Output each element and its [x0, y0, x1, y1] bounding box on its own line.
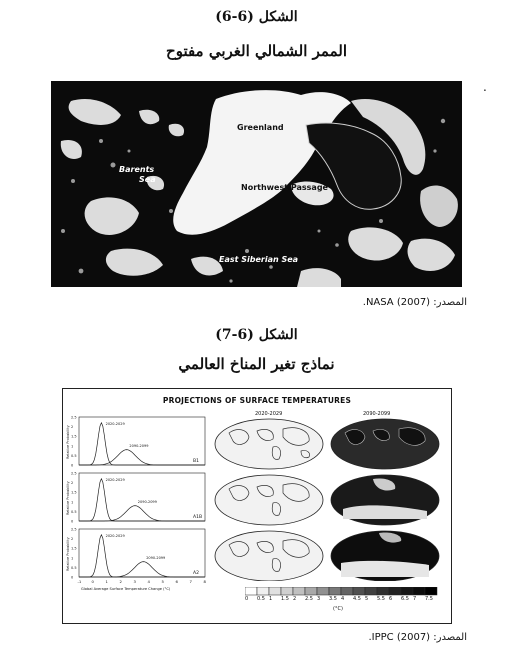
y-tick-label: 0 [71, 575, 74, 580]
curve-label-early: 2020-2029 [105, 534, 125, 538]
scale-tick-label: 4 [341, 596, 345, 602]
y-axis-label: Relative Probability [66, 425, 70, 459]
map-header-early: 2020-2029 [255, 411, 283, 417]
y-tick-label: 1 [71, 500, 74, 505]
scale-tick-label: 5 [365, 596, 369, 602]
x-tick-label: 0 [91, 579, 94, 584]
y-tick-label: 2 [71, 537, 74, 542]
y-tick-label: 0.5 [71, 509, 77, 514]
map-row-a1b [215, 475, 439, 525]
scenario-label: A2 [193, 571, 199, 576]
scale-tick-label: 4.5 [353, 596, 361, 602]
x-tick-label: 1 [105, 579, 108, 584]
y-tick-label: 2.5 [71, 415, 77, 420]
figure-1-title: الممر الشمالي الغربي مفتوح [166, 42, 347, 60]
scale-tick-label: 1.5 [281, 596, 289, 602]
x-axis-label: Global Average Surface Temperature Change (°C) [81, 587, 171, 591]
scale-tick-label: 0 [245, 596, 249, 602]
scale-tick-label: 2.5 [305, 596, 313, 602]
map-row-b1 [215, 419, 439, 469]
scale-tick-label: 3 [317, 596, 321, 602]
map-header-late: 2090-2099 [363, 411, 391, 417]
map-label-east-siberian-sea: East Siberian Sea [219, 255, 299, 264]
panel-title: PROJECTIONS OF SURFACE TEMPERATURES [162, 396, 352, 405]
y-axis-label: Relative Probability [66, 481, 70, 515]
x-tick-label: 2 [119, 579, 122, 584]
temperature-projections-panel [62, 388, 452, 624]
map-label-greenland: Greenland [237, 123, 284, 132]
y-tick-label: 2 [71, 481, 74, 486]
map-label-northwest-passage: Northwest Passage [241, 183, 328, 192]
scale-unit: (°C) [333, 606, 343, 612]
x-tick-label: 6 [175, 579, 178, 584]
probability-plots [63, 389, 213, 624]
y-tick-label: 0 [71, 519, 74, 524]
scale-tick-row [243, 596, 443, 604]
y-tick-label: 2.5 [71, 471, 77, 476]
y-axis-label: Relative Probability [66, 537, 70, 571]
margin-dot: . [483, 80, 487, 94]
figure-2-heading: الشكل (6-7) [215, 327, 298, 343]
y-tick-label: 1 [71, 556, 74, 561]
scale-tick-label: 2 [293, 596, 297, 602]
scenario-label: A1B [193, 515, 203, 520]
scale-tick-label: 6.5 [401, 596, 409, 602]
figure-2-source: المصدر: IPPC (2007). [368, 632, 467, 643]
y-tick-label: 1 [71, 444, 74, 449]
y-tick-label: 2.5 [71, 527, 77, 532]
x-tick-label: 5 [161, 579, 164, 584]
x-tick-label: 7 [189, 579, 192, 584]
x-tick-label: 4 [147, 579, 150, 584]
curve-late [79, 506, 205, 521]
y-tick-label: 2 [71, 425, 74, 430]
figure-2-title: نماذج تغير المناخ العالمي [178, 355, 335, 373]
scenario-label: B1 [193, 459, 199, 464]
y-tick-label: 0 [71, 463, 74, 468]
scale-tick-label: 5.5 [377, 596, 385, 602]
scale-tick-label: 6 [389, 596, 393, 602]
scale-tick-label: 3.5 [329, 596, 337, 602]
scale-tick-label: 7.5 [425, 596, 433, 602]
arctic-satellite-map [51, 81, 462, 287]
curve-label-late: 2090-2099 [137, 499, 157, 504]
y-tick-label: 0.5 [71, 565, 77, 570]
scale-tick-label: 0.5 [257, 596, 265, 602]
y-tick-label: 0.5 [71, 453, 77, 458]
x-tick-label: 3 [133, 579, 136, 584]
map-label-barents-line1: Barents [119, 165, 155, 174]
x-tick-label: 8 [203, 579, 206, 584]
scale-tick-label: 1 [269, 596, 273, 602]
curve-early [79, 535, 205, 577]
map-row-a2 [215, 531, 439, 581]
scale-tick-label: 7 [413, 596, 417, 602]
curve-label-late: 2090-2099 [146, 555, 166, 560]
curve-label-early: 2020-2029 [105, 478, 125, 482]
projection-maps [213, 417, 451, 581]
curve-label-early: 2020-2029 [105, 422, 125, 426]
x-tick-label: -1 [77, 579, 82, 584]
map-label-barents-line2: Sea [139, 175, 156, 184]
curve-late [79, 562, 205, 577]
figure-1-source: المصدر: NASA (2007). [362, 297, 467, 308]
curve-late [79, 450, 205, 465]
y-tick-label: 1.5 [71, 490, 77, 495]
y-tick-label: 1.5 [71, 434, 77, 439]
curve-label-late: 2090-2099 [129, 443, 149, 448]
figure-1-heading: الشكل (6-6) [215, 9, 298, 25]
y-tick-label: 1.5 [71, 546, 77, 551]
